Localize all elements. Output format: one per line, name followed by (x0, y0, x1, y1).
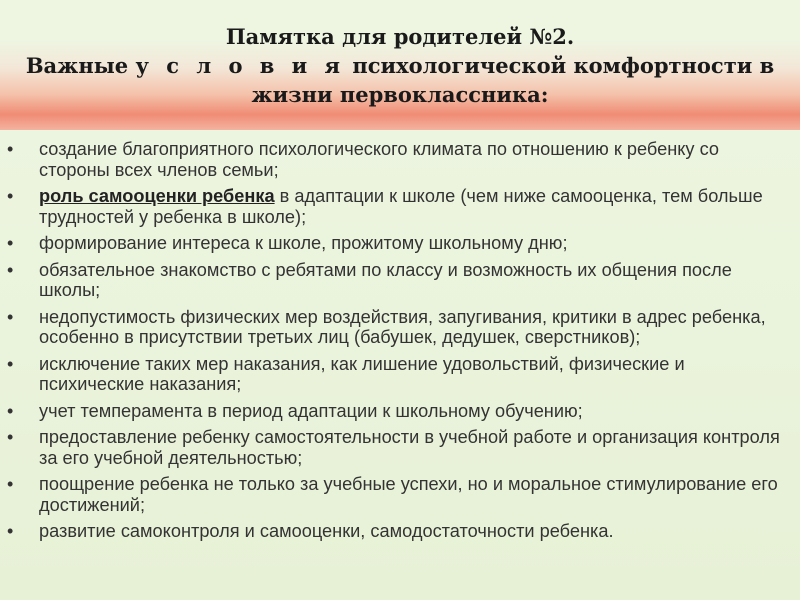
list-item (0, 186, 800, 227)
list-item-text: создание благоприятного психологического климата по отношению к ребенку со стороны всех членов семьи; (39, 139, 719, 180)
title-line-1: Памятка для родителей №2. (225, 24, 575, 49)
bullet-icon: • (7, 521, 14, 541)
list-item (0, 354, 800, 395)
title-spaced-word: у с л о в и я (135, 53, 346, 78)
bullet-icon: • (7, 400, 14, 421)
list-item (0, 427, 800, 468)
bullet-icon: • (7, 427, 14, 447)
bullet-icon: • (7, 139, 14, 159)
slide-title (0, 22, 800, 109)
list-item (0, 260, 800, 301)
list-item-emphasis: роль самооценки ребенка (39, 186, 275, 206)
list-item-text: развитие самоконтроля и самооценки, самодостаточности ребенка. (39, 521, 614, 541)
bullet-icon: • (7, 474, 14, 494)
list-item-text: недопустимость физических мер воздействия, запугивания, критики в адрес ребенка, особенно в присутствии третьих лиц (бабушек, дедушек, сверстников); (39, 306, 766, 347)
bullet-icon: • (7, 186, 14, 206)
list-item-text: поощрение ребенка не только за учебные успехи, но и моральное стимулирование его достижений; (39, 474, 778, 515)
title-line-2-suffix: психологической комфортности в (345, 53, 775, 78)
list-item-text: предоставление ребенку самостоятельности в учебной работе и организация контроля за его учебной деятельностью; (39, 427, 780, 468)
list-item-text: исключение таких мер наказания, как лишение удовольствий, физические и психические наказания; (39, 353, 685, 394)
list-item-text: учет темперамента в период адаптации к школьному обучению; (39, 400, 583, 421)
list-item-text: формирование интереса к школе, прожитому школьному дню; (39, 233, 568, 253)
bullet-icon: • (7, 306, 14, 327)
list-item (0, 139, 800, 180)
title-line-2-prefix: Важные (25, 53, 136, 78)
list-item (0, 401, 800, 422)
list-item (0, 521, 800, 542)
list-item-text: в адаптации к школе (чем ниже самооценка, тем больше трудностей у ребенка в школе); (39, 186, 763, 227)
bullet-icon: • (7, 353, 14, 374)
title-line-3: жизни первоклассника: (251, 82, 549, 107)
bullet-list (0, 139, 800, 548)
bullet-icon: • (7, 259, 14, 280)
list-item-text: обязательное знакомство с ребятами по классу и возможность их общения после школы; (39, 259, 732, 300)
title-line-2 (0, 51, 800, 80)
list-item (0, 474, 800, 515)
bullet-icon: • (7, 233, 14, 253)
list-item (0, 307, 800, 348)
list-item (0, 233, 800, 254)
